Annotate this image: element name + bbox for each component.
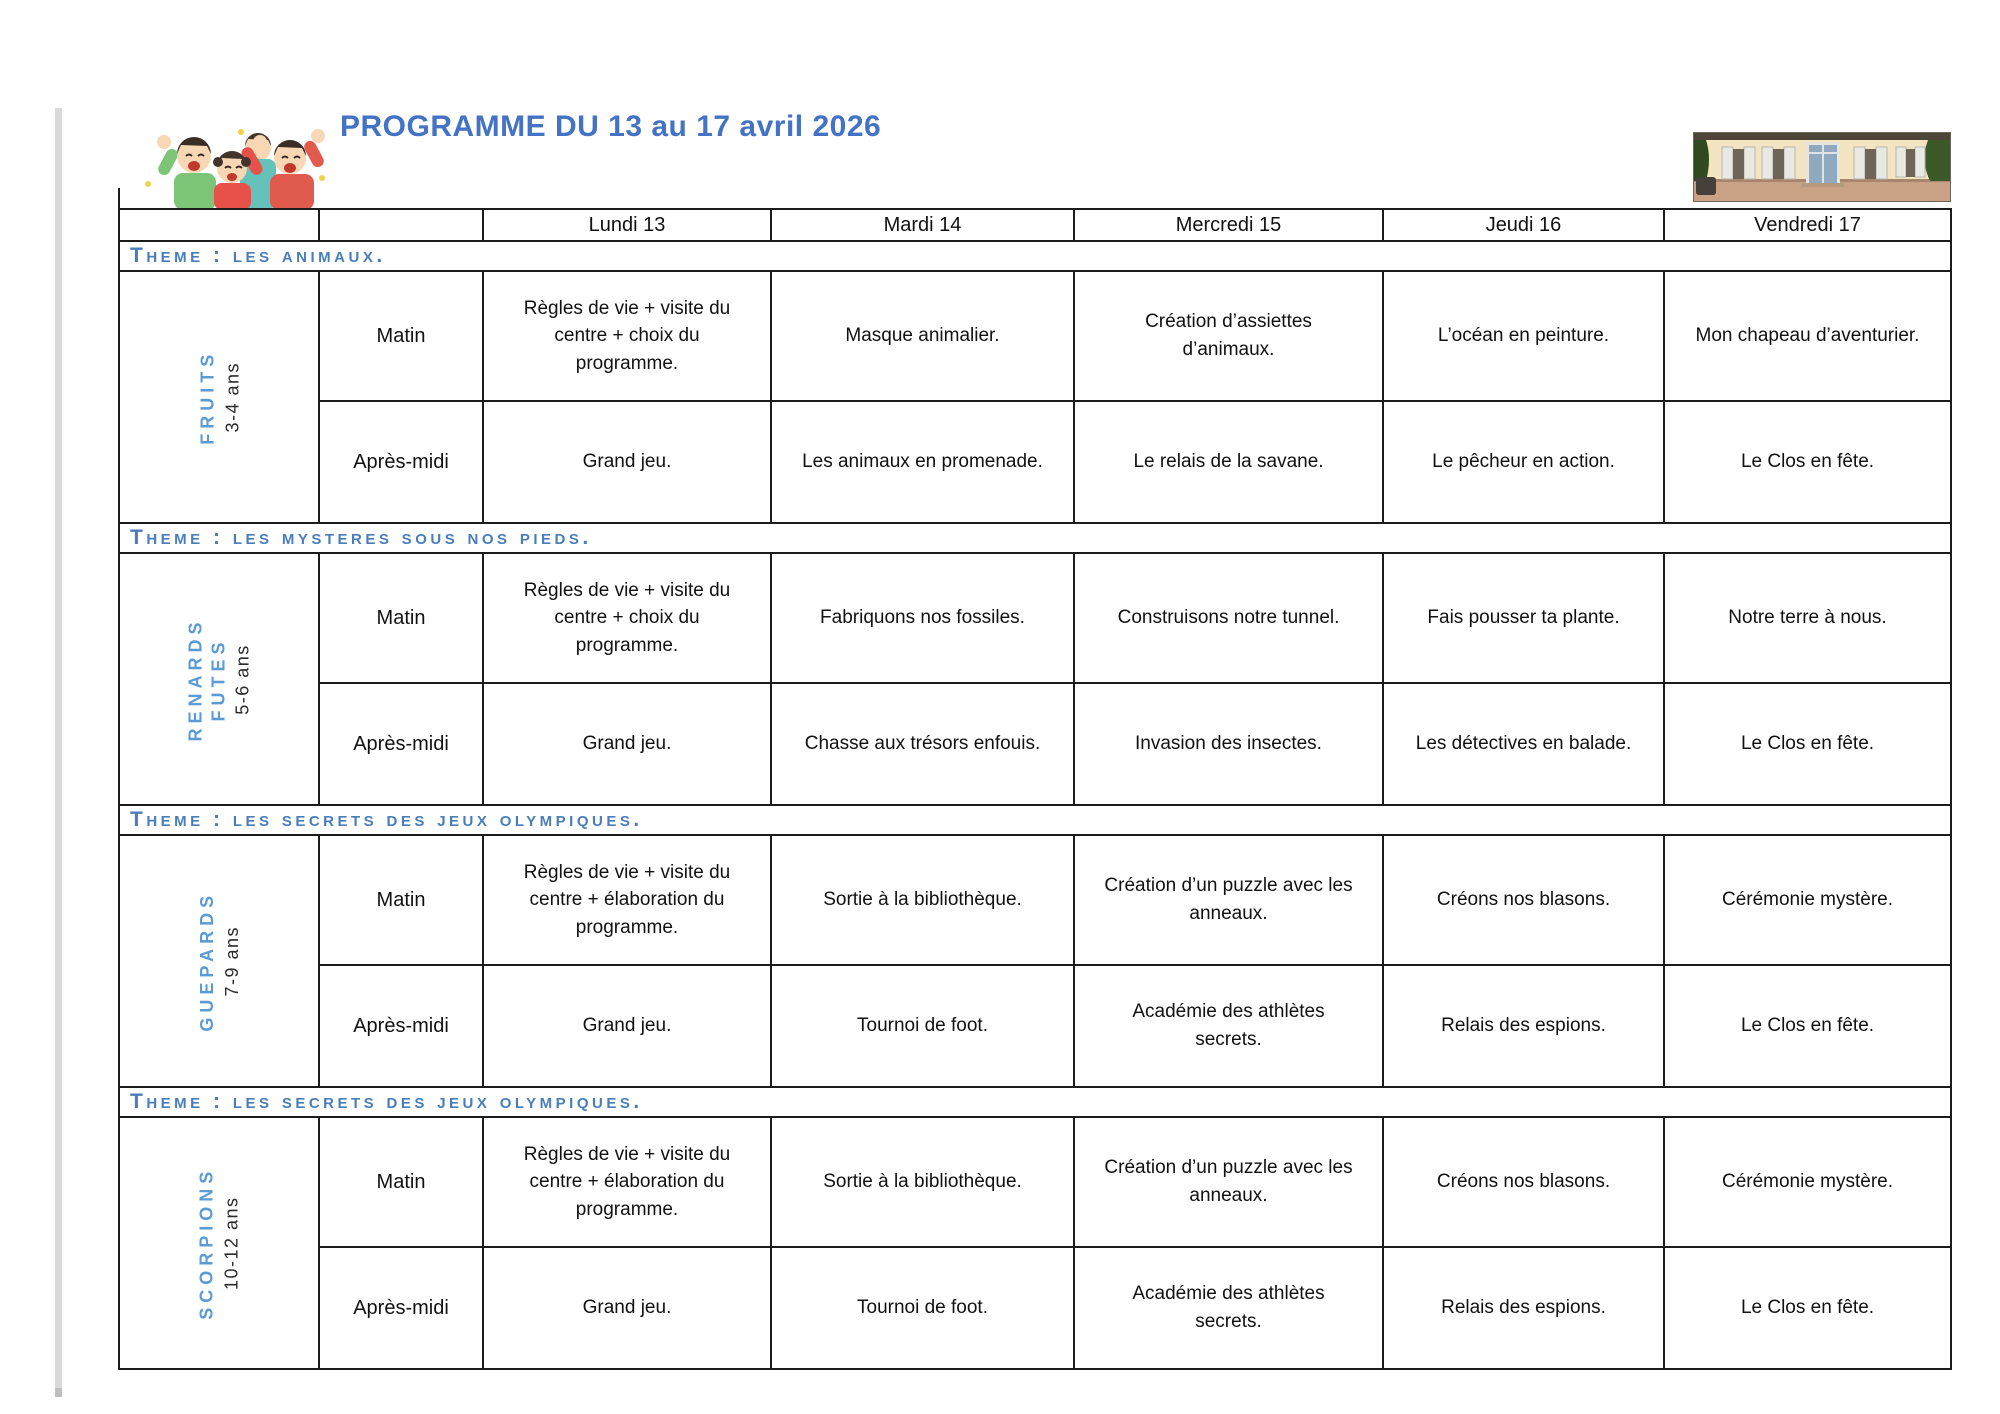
scorpions-apres-midi-row — [119, 1247, 1951, 1369]
day-header-lundi: Lundi 13 — [483, 209, 771, 241]
period-label-matin: Matin — [319, 553, 483, 683]
theme-label: Theme : les secrets des jeux olympiques. — [130, 808, 643, 831]
activity-cell: Masque animalier. — [771, 271, 1074, 401]
theme-label: Theme : les animaux. — [130, 244, 386, 267]
activity-cell: Règles de vie + visite du centre + élaboration du programme. — [483, 1117, 771, 1247]
activity-cell: Construisons notre tunnel. — [1074, 553, 1383, 683]
activity-cell: Créons nos blasons. — [1383, 1117, 1664, 1247]
theme-row-fruits — [119, 241, 1951, 271]
activity-cell: Relais des espions. — [1383, 1247, 1664, 1369]
guepards-apres-midi-row — [119, 965, 1951, 1087]
activity-cell: Le Clos en fête. — [1664, 401, 1951, 523]
renards-apres-midi-row — [119, 683, 1951, 805]
day-header-mercredi: Mercredi 15 — [1074, 209, 1383, 241]
activity-cell: Création d’un puzzle avec les anneaux. — [1074, 835, 1383, 965]
activity-cell: Grand jeu. — [483, 401, 771, 523]
guepards-matin-row — [119, 835, 1951, 965]
activity-cell: Créons nos blasons. — [1383, 835, 1664, 965]
period-label-apres-midi: Après-midi — [319, 1247, 483, 1369]
group-age: 3-4 ans — [221, 361, 242, 433]
centre-building-photo — [1693, 132, 1951, 202]
activity-cell: Tournoi de foot. — [771, 965, 1074, 1087]
period-label-apres-midi: Après-midi — [319, 401, 483, 523]
group-label-guepards — [119, 835, 319, 1087]
activity-cell: Invasion des insectes. — [1074, 683, 1383, 805]
scorpions-matin-row — [119, 1117, 1951, 1247]
activity-cell: Grand jeu. — [483, 965, 771, 1087]
activity-cell: Règles de vie + visite du centre + choix du programme. — [483, 271, 771, 401]
period-label-matin: Matin — [319, 835, 483, 965]
group-age: 10-12 ans — [221, 1196, 242, 1290]
group-age: 5-6 ans — [232, 643, 253, 715]
activity-cell: Sortie à la bibliothèque. — [771, 835, 1074, 965]
day-header-vendredi: Vendredi 17 — [1664, 209, 1951, 241]
activity-cell: Les détectives en balade. — [1383, 683, 1664, 805]
activity-cell: Relais des espions. — [1383, 965, 1664, 1087]
activity-cell: Le Clos en fête. — [1664, 1247, 1951, 1369]
theme-row-guepards — [119, 805, 1951, 835]
activity-cell: Notre terre à nous. — [1664, 553, 1951, 683]
theme-label: Theme : les mysteres sous nos pieds. — [130, 526, 592, 549]
group-label-fruits — [119, 271, 319, 523]
period-label-matin: Matin — [319, 1117, 483, 1247]
page-edge-bar — [55, 108, 62, 1390]
theme-label: Theme : les secrets des jeux olympiques. — [130, 1090, 643, 1113]
period-label-apres-midi: Après-midi — [319, 965, 483, 1087]
group-name: SCORPIONS — [196, 1166, 217, 1320]
activity-cell: Mon chapeau d’aventurier. — [1664, 271, 1951, 401]
period-label-apres-midi: Après-midi — [319, 683, 483, 805]
activity-cell: Création d’assiettes d’animaux. — [1074, 271, 1383, 401]
group-age: 7-9 ans — [221, 925, 242, 997]
group-name: GUEPARDS — [196, 890, 217, 1032]
fruits-matin-row — [119, 271, 1951, 401]
activity-cell: L’océan en peinture. — [1383, 271, 1664, 401]
group-name: RENARDS FUTES — [185, 616, 228, 742]
renards-matin-row — [119, 553, 1951, 683]
corner-cell-period — [319, 209, 483, 241]
activity-cell: Tournoi de foot. — [771, 1247, 1074, 1369]
corner-cell-group — [119, 209, 319, 241]
activity-cell: Le Clos en fête. — [1664, 683, 1951, 805]
activity-cell: Les animaux en promenade. — [771, 401, 1074, 523]
group-label-scorpions — [119, 1117, 319, 1369]
activity-cell: Académie des athlètes secrets. — [1074, 1247, 1383, 1369]
children-cheering-clipart-icon — [140, 126, 328, 210]
activity-cell: Cérémonie mystère. — [1664, 835, 1951, 965]
day-header-row — [119, 209, 1951, 241]
activity-cell: Grand jeu. — [483, 1247, 771, 1369]
fruits-apres-midi-row — [119, 401, 1951, 523]
activity-cell: Sortie à la bibliothèque. — [771, 1117, 1074, 1247]
page-title: PROGRAMME DU 13 au 17 avril 2026 — [340, 110, 882, 143]
group-name: FRUITS — [196, 349, 217, 445]
programme-table — [118, 208, 1952, 1370]
activity-cell: Fais pousser ta plante. — [1383, 553, 1664, 683]
group-label-renards-futes — [119, 553, 319, 805]
activity-cell: Chasse aux trésors enfouis. — [771, 683, 1074, 805]
activity-cell: Fabriquons nos fossiles. — [771, 553, 1074, 683]
activity-cell: Le Clos en fête. — [1664, 965, 1951, 1087]
activity-cell: Le pêcheur en action. — [1383, 401, 1664, 523]
activity-cell: Règles de vie + visite du centre + élaboration du programme. — [483, 835, 771, 965]
period-label-matin: Matin — [319, 271, 483, 401]
table-border-stub — [118, 188, 120, 210]
day-header-jeudi: Jeudi 16 — [1383, 209, 1664, 241]
activity-cell: Création d’un puzzle avec les anneaux. — [1074, 1117, 1383, 1247]
activity-cell: Cérémonie mystère. — [1664, 1117, 1951, 1247]
activity-cell: Grand jeu. — [483, 683, 771, 805]
activity-cell: Règles de vie + visite du centre + choix du programme. — [483, 553, 771, 683]
activity-cell: Le relais de la savane. — [1074, 401, 1383, 523]
theme-row-scorpions — [119, 1087, 1951, 1117]
day-header-mardi: Mardi 14 — [771, 209, 1074, 241]
theme-row-renards — [119, 523, 1951, 553]
page-edge-bar-cap — [55, 1388, 62, 1397]
activity-cell: Académie des athlètes secrets. — [1074, 965, 1383, 1087]
